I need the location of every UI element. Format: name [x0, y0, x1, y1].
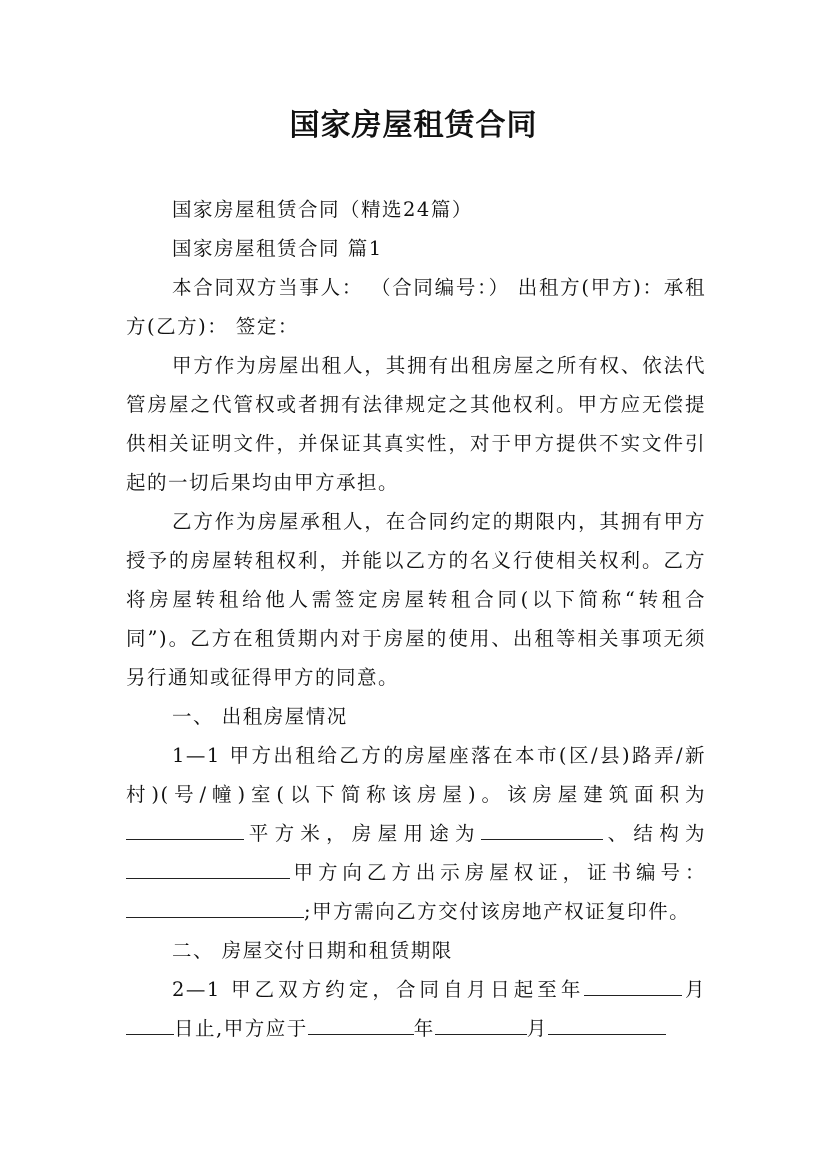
- paragraph-lessor: 甲方作为房屋出租人，其拥有出租房屋之所有权、依法代管房屋之代管权或者拥有法律规定之其他权利。甲方应无偿提供相关证明文件，并保证其真实性，对于甲方提供不实文件引起的一切后果均由甲方承担。: [126, 354, 706, 494]
- blank-end-year[interactable]: [584, 975, 682, 996]
- section-1-1-structure: 、结构为: [602, 822, 706, 845]
- section-heading-2: 二、 房屋交付日期和租赁期限: [172, 939, 453, 962]
- document-title: 国家房屋租赁合同: [289, 108, 538, 143]
- section-2-1-end: 日止,甲方应于: [174, 1017, 308, 1040]
- blank-handover-day[interactable]: [548, 1014, 666, 1035]
- blank-cert-number[interactable]: [126, 897, 304, 918]
- paragraph-section-1-1: [126, 736, 706, 931]
- section-heading-1: 一、 出租房屋情况: [172, 705, 348, 728]
- paragraph-chapter: 国家房屋租赁合同 篇1: [172, 237, 383, 260]
- section-1-1-intro: 1—1 甲方出租给乙方的房屋座落在本市(区/县)路弄/新村)(号/幢)室(以下简称该房屋)。该房屋建筑面积为: [126, 744, 706, 806]
- paragraph-subtitle: 国家房屋租赁合同（精选24篇）: [172, 198, 473, 221]
- section-2-1-year: 年: [413, 1017, 435, 1040]
- blank-handover-year[interactable]: [308, 1014, 414, 1035]
- section-2-1-intro: 2—1 甲乙双方约定，合同自月日起至年: [172, 978, 585, 1001]
- blank-handover-month[interactable]: [435, 1014, 527, 1035]
- section-2-1-month: 月: [682, 978, 706, 1001]
- section-1-1-copy: ;甲方需向乙方交付该房地产权证复印件。: [304, 900, 691, 923]
- blank-end-day[interactable]: [126, 1014, 174, 1035]
- document-body: [126, 190, 706, 1048]
- paragraph-lessee: 乙方作为房屋承租人，在合同约定的期限内，其拥有甲方授予的房屋转租权利，并能以乙方的名义行使相关权利。乙方将房屋转租给他人需签定房屋转租合同(以下简称“转租合同”)。乙方在租赁期内对于房屋的使用、出租等相关事项无须另行通知或征得甲方的同意。: [126, 510, 706, 689]
- blank-structure[interactable]: [126, 858, 290, 879]
- section-1-1-cert: 甲方向乙方出示房屋权证，证书编号：: [290, 861, 706, 884]
- paragraph-section-2-1: [126, 970, 706, 1048]
- section-1-1-unit: 平方米，房屋用途为: [244, 822, 481, 845]
- blank-usage[interactable]: [481, 819, 603, 840]
- blank-area[interactable]: [126, 819, 244, 840]
- section-2-1-month2: 月: [526, 1017, 548, 1040]
- paragraph-parties: 本合同双方当事人： （合同编号：） 出租方(甲方)：承租方(乙方)： 签定：: [126, 276, 706, 338]
